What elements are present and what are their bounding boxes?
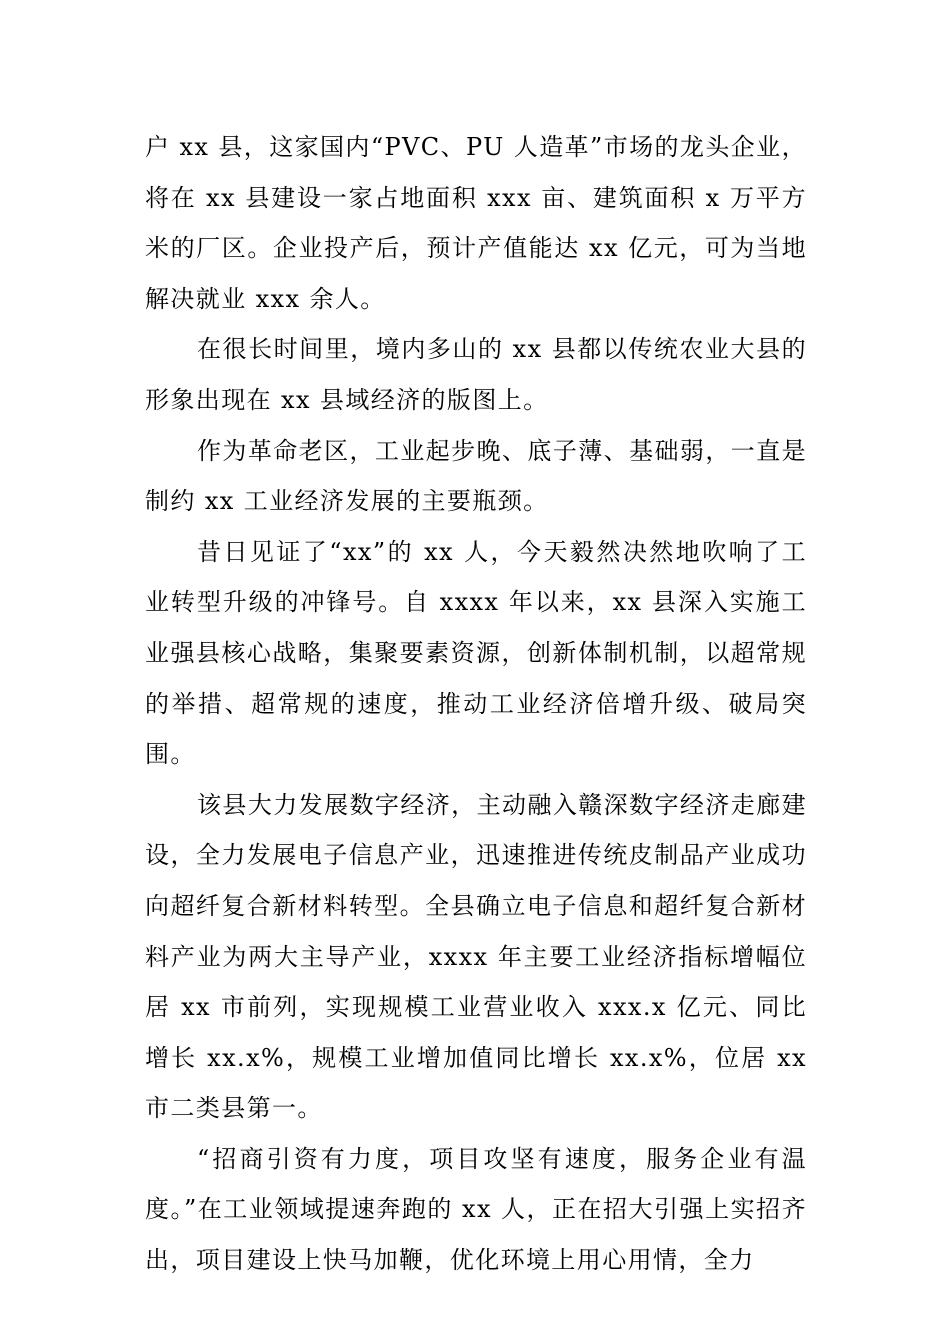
paragraph-5: 该县大力发展数字经济，主动融入赣深数字经济走廊建设，全力发展电子信息产业，迅速推进传统皮制品产业成功向超纤复合新材料转型。全县确立电子信息和超纤复合新材料产业为两大主导产业，xxxx 年主要工业经济指标增幅位居 xx 市前列，实现规模工业营业收入 xxx.x 亿元、同比增长 xx.x%，规模工业增加值同比增长 xx.x%，位居 xx 市二类县第一。: [145, 790, 807, 1123]
paragraph-6: “招商引资有力度，项目攻坚有速度，服务企业有温度。”在工业领域提速奔跑的 xx 人，正在招大引强上实招齐出，项目建设上快马加鞭，优化环境上用心用情，全力: [145, 1144, 807, 1275]
paragraph-3: 作为革命老区，工业起步晚、底子薄、基础弱，一直是制约 xx 工业经济发展的主要瓶颈。: [145, 436, 807, 516]
paragraph-4: 昔日见证了“xx”的 xx 人，今天毅然决然地吹响了工业转型升级的冲锋号。自 xxxx 年以来，xx 县深入实施工业强县核心战略，集聚要素资源，创新体制机制，以超常规的举措、超常规的速度，推动工业经济倍增升级、破局突围。: [145, 537, 807, 769]
paragraph-1: 户 xx 县，这家国内“PVC、PU 人造革”市场的龙头企业，将在 xx 县建设一家占地面积 xxx 亩、建筑面积 x 万平方米的厂区。企业投产后，预计产值能达 xx 亿元，可为当地解决就业 xxx 余人。: [145, 133, 807, 313]
document-body: [145, 122, 807, 1286]
paragraph-2: 在很长时间里，境内多山的 xx 县都以传统农业大县的形象出现在 xx 县域经济的版图上。: [145, 335, 807, 414]
